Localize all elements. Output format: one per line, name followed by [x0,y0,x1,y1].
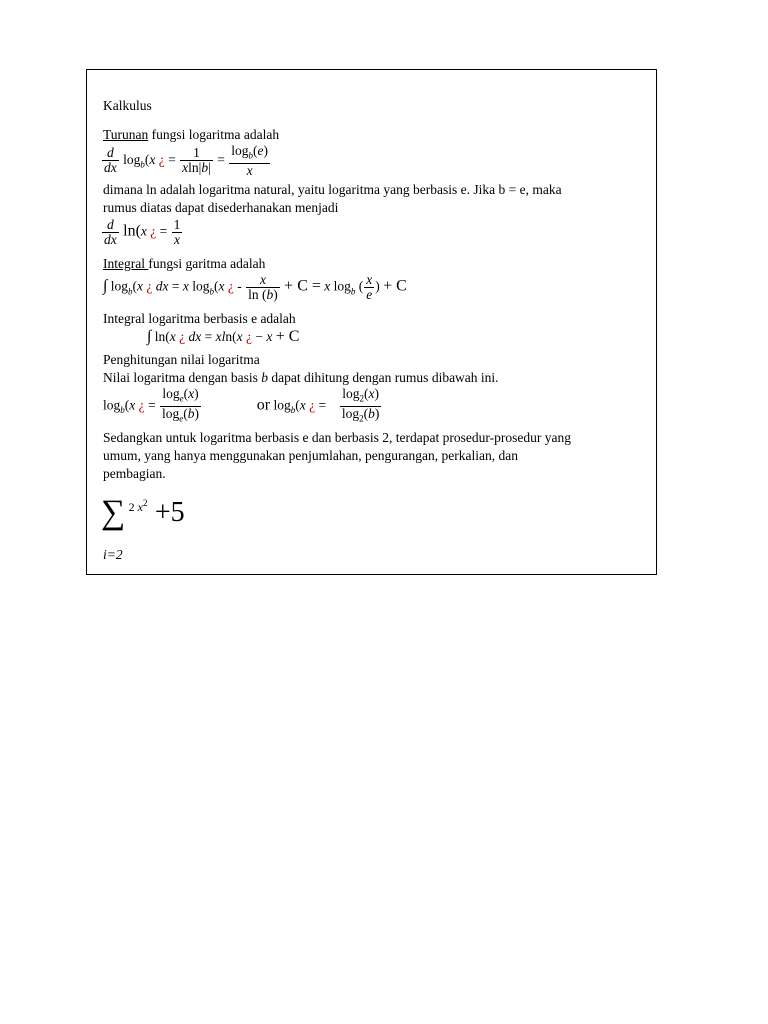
heading-kalkulus: Kalkulus [103,98,152,113]
integral-text: fungsi garitma adalah [148,256,266,271]
integral-link[interactable]: Integral [103,256,149,271]
turunan-text: fungsi logaritma adalah [148,127,280,142]
derivative-log-formula: $\frac{d}{dx}$ $\log_b(x$ ¿ = $\frac{1}{xln|b|}$ = $\frac{\log_b(e)}{x}$ [104,143,268,178]
sedangkan-line-2: umum, yang hanya menggunakan penjumlahan, pengurangan, perkalian, dan [103,448,518,463]
change-of-base-formula: $\log_b(x$ ¿ = $\frac{\log_e(x)}{\log_e(b)}$ or $\log_b(x$ ¿ = $\frac{\log_2(x)}{\log_2(b)}$ [103,386,380,424]
summation-formula: ∑ 2 $x^2 +5$ [101,494,185,531]
turunan-link[interactable]: Turunan [103,127,149,142]
derivative-ln-formula: $\frac{d}{dx}$ ln(x ¿ = $\frac{1}{x}$ [104,217,181,247]
explain-line-1: dimana ln adalah logaritma natural, yaitu logaritma yang berbasis e. Jika b = e, maka [103,182,562,197]
sedangkan-line-1: Sedangkan untuk logaritma berbasis e dan berbasis 2, terdapat prosedur-prosedur yang [103,430,571,445]
penghitungan-line: Penghitungan nilai logaritma [103,352,260,367]
integral-e-line: Integral logaritma berbasis e adalah [103,311,296,326]
nilai-line: Nilai logaritma dengan basis b dapat dihitung dengan rumus dibawah ini. [103,370,499,385]
integral-log-formula: ∫ $\log_b(x$ ¿ dx = x $\log_b(x$ ¿ - $\frac{x}{\ln (b)}$ + C = x $\log_b$ ( $\frac{x}{e}$ ) + C [103,272,407,302]
turunan-line [103,126,279,144]
sigma-symbol: ∑ [101,494,126,531]
document-frame [86,69,657,575]
summation-lower-bound: i=2 [103,547,123,562]
explain-line-2: rumus diatas dapat disederhanakan menjadi [103,200,339,215]
integral-ln-formula: ∫ ln(x ¿ dx = xln(x ¿ − x + C [147,328,300,345]
sedangkan-line-3: pembagian. [103,466,166,481]
integral-line [103,255,265,273]
